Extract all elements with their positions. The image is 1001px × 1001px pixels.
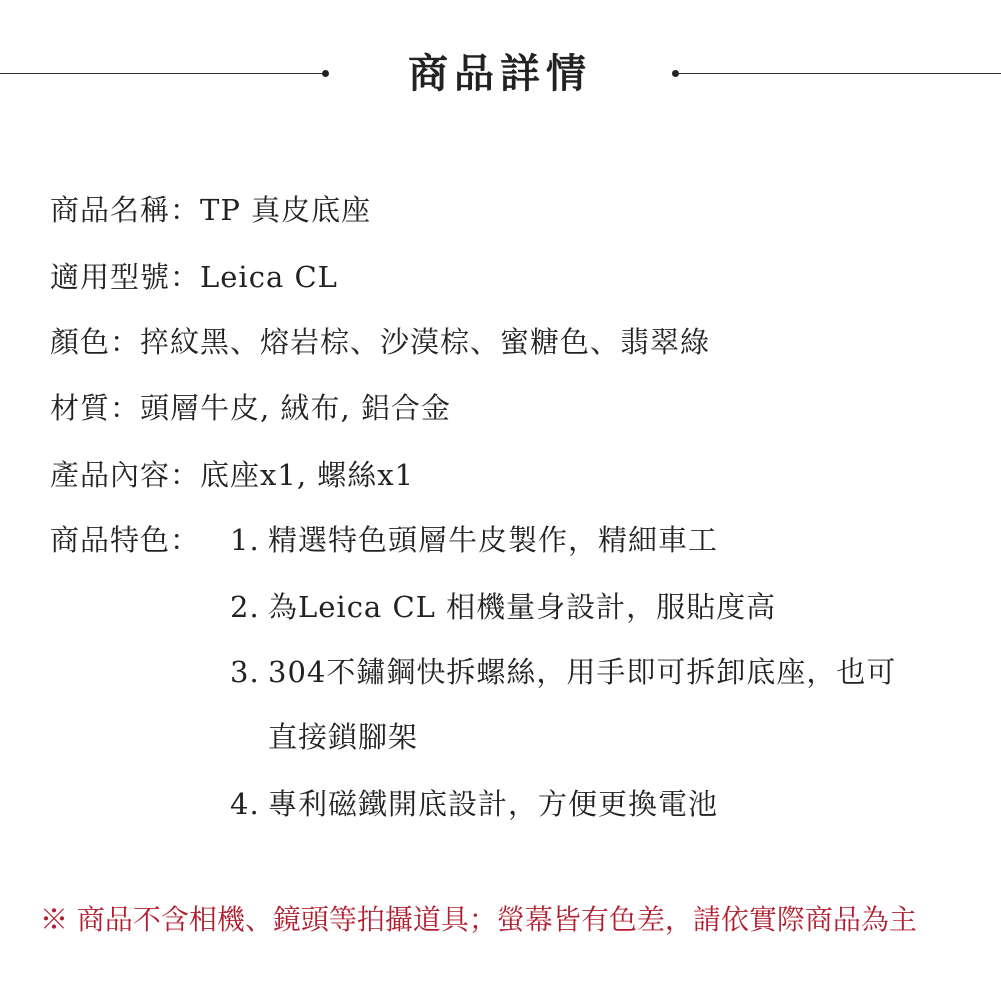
feature-text: 為Leica CL 相機量身設計，服貼度高: [268, 590, 777, 624]
spec-value-model: Leica CL: [200, 260, 338, 294]
spec-label-model: 適用型號：: [50, 260, 201, 294]
spec-value-material: 頭層牛皮, 絨布, 鋁合金: [140, 391, 451, 425]
feature-text: 精選特色頭層牛皮製作，精細車工: [268, 523, 719, 557]
feature-item-3: [230, 652, 896, 692]
spec-value-name: TP 真皮底座: [200, 193, 372, 227]
feature-number: 2.: [230, 590, 260, 624]
spec-row-name: [50, 190, 371, 230]
spec-row-contents: [50, 455, 414, 495]
header-divider-left: [0, 73, 324, 74]
feature-number: 4.: [230, 787, 260, 821]
disclaimer-note: ※ 商品不含相機、鏡頭等拍攝道具；螢幕皆有色差，請依實際商品為主: [40, 903, 917, 936]
header-dot-left: [322, 70, 329, 77]
spec-row-model: [50, 257, 338, 297]
feature-item-3-continued: 直接鎖腳架: [268, 720, 419, 754]
feature-item-1: [230, 520, 718, 560]
spec-value-color: 捽紋黑、熔岩棕、沙漠棕、蜜糖色、翡翠綠: [140, 325, 711, 359]
spec-row-color: [50, 322, 710, 362]
header-divider-right: [676, 73, 1001, 74]
spec-row-material: [50, 388, 451, 428]
spec-label-material: 材質：: [50, 391, 141, 425]
spec-row-features: [50, 520, 200, 560]
feature-item-2: [230, 587, 776, 627]
page-title: 商品詳情: [408, 50, 592, 97]
feature-number: 3.: [230, 655, 260, 689]
feature-number: 1.: [230, 523, 260, 557]
feature-item-4: [230, 784, 718, 824]
spec-label-contents: 產品內容：: [50, 458, 201, 492]
spec-label-color: 顏色：: [50, 325, 141, 359]
spec-label-features: 商品特色：: [50, 523, 201, 557]
section-header: [0, 40, 1001, 110]
feature-text: 專利磁鐵開底設計，方便更換電池: [268, 787, 719, 821]
feature-text: 304不鏽鋼快拆螺絲，用手即可拆卸底座，也可: [268, 655, 897, 689]
spec-value-contents: 底座x1, 螺絲x1: [200, 458, 415, 492]
spec-label-name: 商品名稱：: [50, 193, 201, 227]
